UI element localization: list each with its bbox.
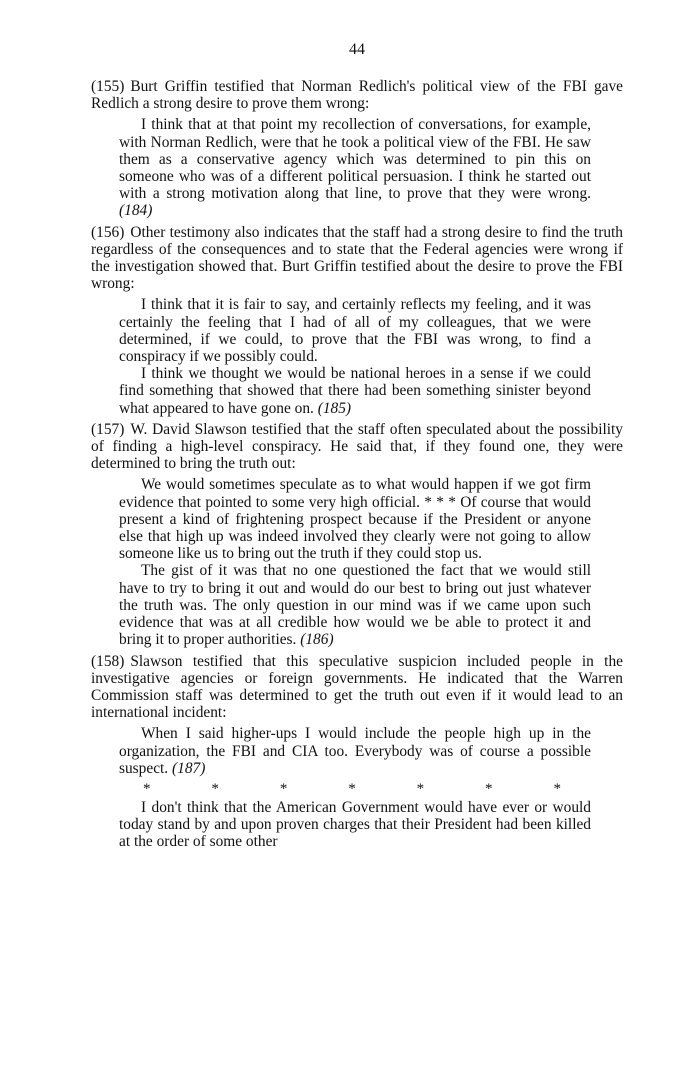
testimony-quote <box>119 799 591 851</box>
quote-paragraph <box>119 116 591 219</box>
quote-paragraph <box>119 725 591 777</box>
numbered-paragraph <box>91 78 623 112</box>
asterisk: * <box>211 780 219 797</box>
testimony-quote <box>119 116 591 219</box>
asterisk: * <box>348 780 356 797</box>
paragraph-text: Slawson testified that this speculative suspicion included people in the investigative agencies or foreign governments. He indicated that the Warren Commission staff was determined to get the truth out even if it would lead to an international incident: <box>91 652 623 722</box>
quote-paragraph <box>119 365 591 417</box>
omission-asterisks <box>119 781 591 797</box>
paragraph-number: (157) <box>91 420 125 438</box>
testimony-quote <box>119 296 591 416</box>
quote-text: I think that at that point my recollection of conversations, for example, with Norman Redlich, were that he took a political view of the FBI. He saw them as a conservative agency which was determined to pin this on someone who was of a different political persuasion. I think he started out with a strong motivation along that line, to prove that they were wrong. <box>119 116 591 203</box>
asterisk: * <box>279 780 288 797</box>
citation-reference: (185) <box>313 399 352 417</box>
paragraph-text: Burt Griffin testified that Norman Redlich's political view of the FBI gave Redlich a strong desire to prove them wrong: <box>91 78 623 113</box>
document-body <box>91 78 623 851</box>
numbered-paragraph <box>91 421 623 473</box>
paragraph-number: (158) <box>91 652 125 670</box>
asterisk: * <box>143 780 151 797</box>
asterisk: * <box>553 780 561 797</box>
asterisk: * <box>485 780 493 797</box>
paragraph-text: Other testimony also indicates that the staff had a strong desire to find the truth regardless of the consequences and to state that the Federal agencies were wrong if the investigation showed that. Burt Griffin testified about the desire to prove the FBI wrong: <box>91 223 623 293</box>
asterisk: * <box>416 780 425 797</box>
testimony-quote <box>119 725 591 777</box>
numbered-paragraph <box>91 224 623 293</box>
testimony-quote <box>119 476 591 648</box>
paragraph-number: (155) <box>91 78 125 95</box>
page-number: 44 <box>349 41 365 58</box>
paragraph-number: (156) <box>91 223 125 241</box>
quote-text: I think that it is fair to say, and certainly reflects my feeling, and it was certainly the feeling that I had of all of my colleagues, that we were determined, if we could, to prove that the FBI was wrong, to find a conspiracy if we possibly could. <box>119 296 591 366</box>
quote-paragraph <box>119 562 591 648</box>
quote-text: We would sometimes speculate as to what would happen if we got firm evidence that pointed to some very high official. * * * Of course that would present a kind of frightening prospect because if the President or anyone else that high up was indeed involved they clearly were not going to allow someone like us to bring out the truth if they could stop us. <box>119 476 591 563</box>
quote-paragraph <box>119 296 591 365</box>
quote-text: When I said higher-ups I would include the people high up in the organization, the FBI and CIA too. Everybody was of course a possible suspect. <box>119 725 591 777</box>
quote-paragraph <box>119 476 591 562</box>
citation-reference: (184) <box>119 202 153 220</box>
quote-paragraph <box>119 799 591 851</box>
numbered-paragraph <box>91 653 623 722</box>
citation-reference: (186) <box>296 631 334 649</box>
paragraph-text: W. David Slawson testified that the staff often speculated about the possibility of finding a high-level conspiracy. He said that, if they found one, they were determined to bring the truth out: <box>91 420 623 473</box>
document-page <box>91 40 623 855</box>
quote-text: The gist of it was that no one questioned the fact that we would still have to try to bring it out and would do our best to bring out just whatever the truth was. The only question in our mind was if we came upon such evidence that was at all credible how would we be able to protect it and bring it to proper authorities. <box>119 562 591 649</box>
quote-text: I don't think that the American Government would have ever or would today stand by and upon proven charges that their President had been killed at the order of some other <box>119 798 591 851</box>
quote-text: I think we thought we would be national heroes in a sense if we could find something that showed that there had been something sinister beyond what appeared to have gone on. <box>119 365 591 417</box>
citation-reference: (187) <box>168 759 206 777</box>
